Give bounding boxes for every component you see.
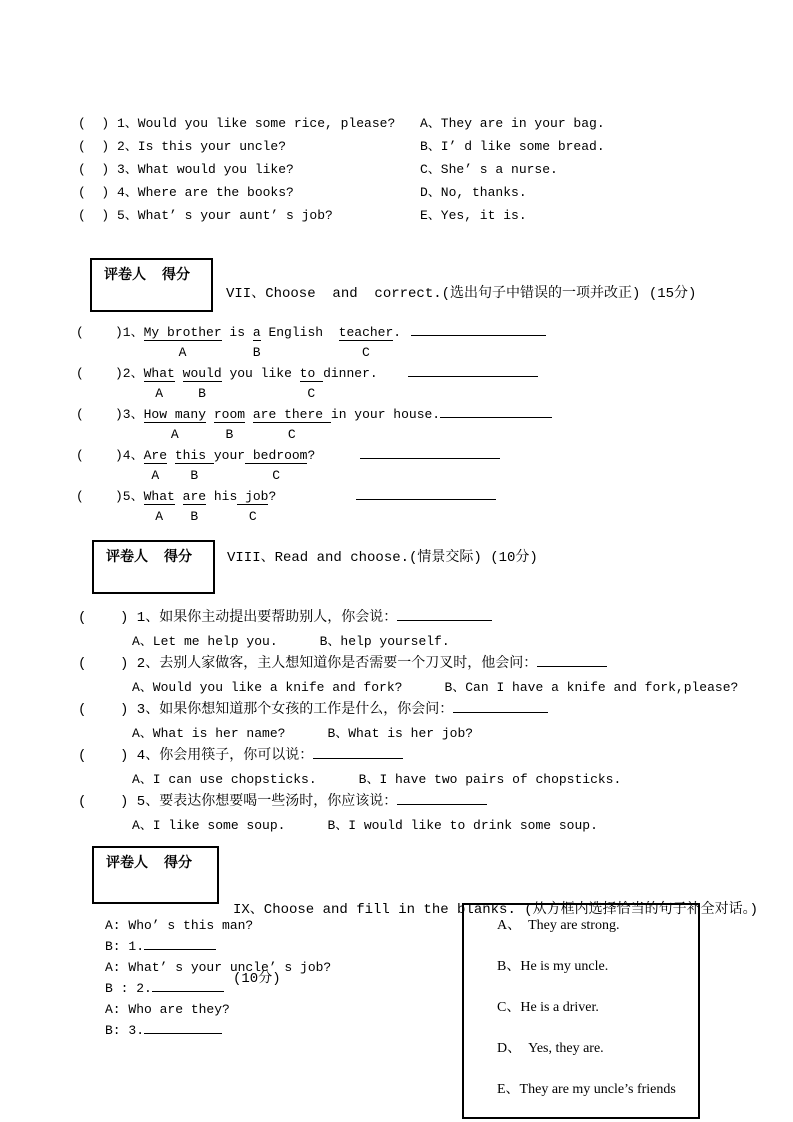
matching-answer: E、Yes, it is. (420, 208, 527, 223)
matching-row (78, 112, 605, 135)
dialogue-line (105, 957, 331, 978)
question-text: ( ) 1、如果你主动提出要帮助别人，你会说： (78, 610, 398, 626)
matching-row (78, 158, 605, 181)
vii-question (76, 322, 552, 363)
sentence-segment: you like (221, 366, 300, 381)
viii-question-text (78, 653, 738, 676)
dialogue-text: B: 3. (105, 1023, 145, 1038)
matching-answer: D、No, thanks. (420, 185, 527, 200)
viii-question (78, 699, 738, 745)
choice-letter: C (248, 509, 257, 524)
grader-label: 评卷人 (106, 548, 148, 564)
box-option: E、They are my uncle’s friends (497, 1082, 676, 1097)
question-prefix: ( )1、 (76, 325, 144, 340)
option-a: A、Would you like a knife and fork? (132, 680, 403, 695)
vii-question (76, 486, 552, 527)
dialogue-line (105, 915, 331, 936)
dialogue-text: A: What’ s your uncle’ s job? (105, 960, 332, 975)
vii-question (76, 445, 552, 486)
matching-question: ( ) 1、Would you like some rice, please? (78, 116, 396, 131)
vii-question (76, 363, 552, 404)
answer-blank[interactable] (453, 700, 548, 713)
sentence-segment: bedroom (245, 448, 308, 463)
grader-score-box-vii (90, 258, 213, 312)
choice-letter: A (151, 468, 160, 483)
sentence-segment: are there (252, 407, 331, 422)
viii-options (78, 676, 738, 699)
vii-sentence (76, 445, 552, 466)
section-ix-title-line2: (10分) (233, 971, 281, 987)
section-ix-options-box (462, 903, 700, 1119)
dialogue-line (105, 978, 331, 999)
box-option: B、He is my uncle. (497, 959, 609, 974)
sentence-segment: to (299, 366, 324, 381)
vii-question (76, 404, 552, 445)
choice-letter: B (225, 427, 234, 442)
answer-blank[interactable] (397, 792, 487, 805)
section-vii-questions (76, 322, 552, 527)
section-viii-title: VIII、Read and choose.(情景交际) (10分) (227, 550, 538, 566)
section-vii-title: VII、Choose and correct.(选出句子中错误的一项并改正) (15分) (226, 286, 697, 302)
box-option: C、He is a driver. (497, 1000, 599, 1015)
viii-question-text (78, 791, 738, 814)
sentence-segment (167, 448, 175, 463)
viii-question (78, 791, 738, 837)
matching-question: ( ) 3、What would you like? (78, 162, 294, 177)
option-a: A、Let me help you. (132, 634, 278, 649)
viii-options (78, 768, 738, 791)
choice-letter: B (190, 509, 199, 524)
sentence-segment: ? (307, 448, 316, 463)
answer-blank[interactable] (144, 937, 216, 950)
matching-answer: B、I’ d like some bread. (420, 139, 605, 154)
matching-row (78, 181, 605, 204)
sentence-segment: What (143, 489, 175, 504)
option-a: A、I can use chopsticks. (132, 772, 317, 787)
answer-blank[interactable] (360, 446, 500, 459)
sentence-segment: job (237, 489, 269, 504)
question-prefix: ( )2、 (76, 366, 144, 381)
box-option: D、 Yes, they are. (497, 1041, 604, 1056)
dialogue-text: B : 2. (105, 981, 152, 996)
viii-question (78, 607, 738, 653)
score-label: 得分 (164, 854, 192, 870)
option-b: B、I would like to drink some soup. (327, 818, 598, 833)
viii-question (78, 745, 738, 791)
matching-answer: A、They are in your bag. (420, 116, 605, 131)
sentence-segment (175, 489, 183, 504)
matching-question: ( ) 5、What’ s your aunt’ s job? (78, 208, 333, 223)
question-text: ( ) 3、如果你想知道那个女孩的工作是什么，你会问： (78, 702, 454, 718)
viii-options (78, 722, 738, 745)
sentence-segment: dinner. (323, 366, 378, 381)
dialogue-line (105, 936, 331, 957)
sentence-segment: room (213, 407, 246, 422)
choice-letters (76, 466, 552, 486)
answer-blank[interactable] (397, 608, 492, 621)
choice-letter: A (155, 386, 164, 401)
answer-blank[interactable] (144, 1021, 222, 1034)
choice-letters (76, 384, 552, 404)
dialogue-line (105, 999, 331, 1020)
choice-letter: A (155, 509, 164, 524)
question-prefix: ( )4、 (76, 448, 144, 463)
option-b: B、Can I have a knife and fork,please? (444, 680, 739, 695)
sentence-segment: would (182, 366, 222, 381)
question-text: ( ) 2、去别人家做客，主人想知道你是否需要一个刀叉时，他会问： (78, 656, 538, 672)
sentence-segment (175, 366, 183, 381)
sentence-segment: a (252, 325, 261, 340)
choice-letters (76, 343, 552, 363)
question-prefix: ( )5、 (76, 489, 144, 504)
choice-letter: C (307, 386, 316, 401)
choice-letter: C (272, 468, 281, 483)
choice-letter: B (252, 345, 261, 360)
choice-letter: C (361, 345, 370, 360)
grader-label: 评卷人 (104, 266, 146, 282)
sentence-segment: teacher (338, 325, 394, 340)
section-viii-questions (78, 607, 738, 837)
vii-sentence (76, 322, 552, 343)
viii-options (78, 814, 738, 837)
option-b: B、What is her job? (327, 726, 474, 741)
viii-question (78, 653, 738, 699)
matching-row (78, 204, 605, 227)
sentence-segment: Are (143, 448, 168, 463)
vii-sentence (76, 486, 552, 507)
sentence-segment: English (260, 325, 339, 340)
option-b: B、I have two pairs of chopsticks. (358, 772, 622, 787)
sentence-segment: his (206, 489, 238, 504)
matching-answer: C、She’ s a nurse. (420, 162, 558, 177)
matching-section (78, 112, 605, 227)
matching-row (78, 135, 605, 158)
vii-sentence (76, 363, 552, 384)
answer-blank[interactable] (152, 979, 224, 992)
answer-blank[interactable] (411, 323, 546, 336)
choice-letter: C (287, 427, 296, 442)
option-a: A、What is her name? (132, 726, 286, 741)
answer-blank[interactable] (313, 746, 403, 759)
sentence-segment: How many (143, 407, 207, 422)
viii-question-text (78, 745, 738, 768)
sentence-segment: is (221, 325, 253, 340)
sentence-segment (245, 407, 253, 422)
dialogue-line (105, 1020, 331, 1041)
matching-question: ( ) 4、Where are the books? (78, 185, 294, 200)
sentence-segment: My brother (143, 325, 222, 340)
answer-blank[interactable] (356, 487, 496, 500)
sentence-segment: . (393, 325, 402, 340)
answer-blank[interactable] (537, 654, 607, 667)
dialogue-text: A: Who’ s this man? (105, 918, 254, 933)
dialogue-text: A: Who are they? (105, 1002, 230, 1017)
question-prefix: ( )3、 (76, 407, 144, 422)
matching-question: ( ) 2、Is this your uncle? (78, 139, 287, 154)
choice-letters (76, 425, 552, 445)
answer-blank[interactable] (408, 364, 538, 377)
grader-score-box-ix (92, 846, 219, 904)
grader-label: 评卷人 (106, 854, 148, 870)
sentence-segment: What (143, 366, 175, 381)
sentence-segment: this (174, 448, 214, 463)
sentence-segment: in your house. (330, 407, 441, 422)
option-a: A、I like some soup. (132, 818, 286, 833)
grader-score-box-viii (92, 540, 215, 594)
sentence-segment: are (182, 489, 207, 504)
choice-letter: B (198, 386, 206, 401)
score-label: 得分 (162, 266, 190, 282)
section-ix-dialogue (105, 915, 331, 1041)
choice-letter: B (190, 468, 199, 483)
score-label: 得分 (164, 548, 192, 564)
question-text: ( ) 4、你会用筷子，你可以说： (78, 748, 314, 764)
sentence-segment: your (213, 448, 246, 463)
vii-sentence (76, 404, 552, 425)
choice-letter: A (178, 345, 187, 360)
option-b: B、help yourself. (319, 634, 450, 649)
box-option: A、 They are strong. (497, 918, 620, 933)
dialogue-text: B: 1. (105, 939, 145, 954)
choice-letters (76, 507, 552, 527)
sentence-segment (206, 407, 214, 422)
sentence-segment: ? (268, 489, 277, 504)
answer-blank[interactable] (440, 405, 552, 418)
viii-options (78, 630, 738, 653)
choice-letter: A (170, 427, 179, 442)
viii-question-text (78, 607, 738, 630)
question-text: ( ) 5、要表达你想要喝一些汤时，你应该说： (78, 794, 398, 810)
section-ix-title-line1: IX、Choose and fill in the blanks. (从方框内选择恰当的句子补全对话。) (233, 902, 759, 918)
viii-question-text (78, 699, 738, 722)
